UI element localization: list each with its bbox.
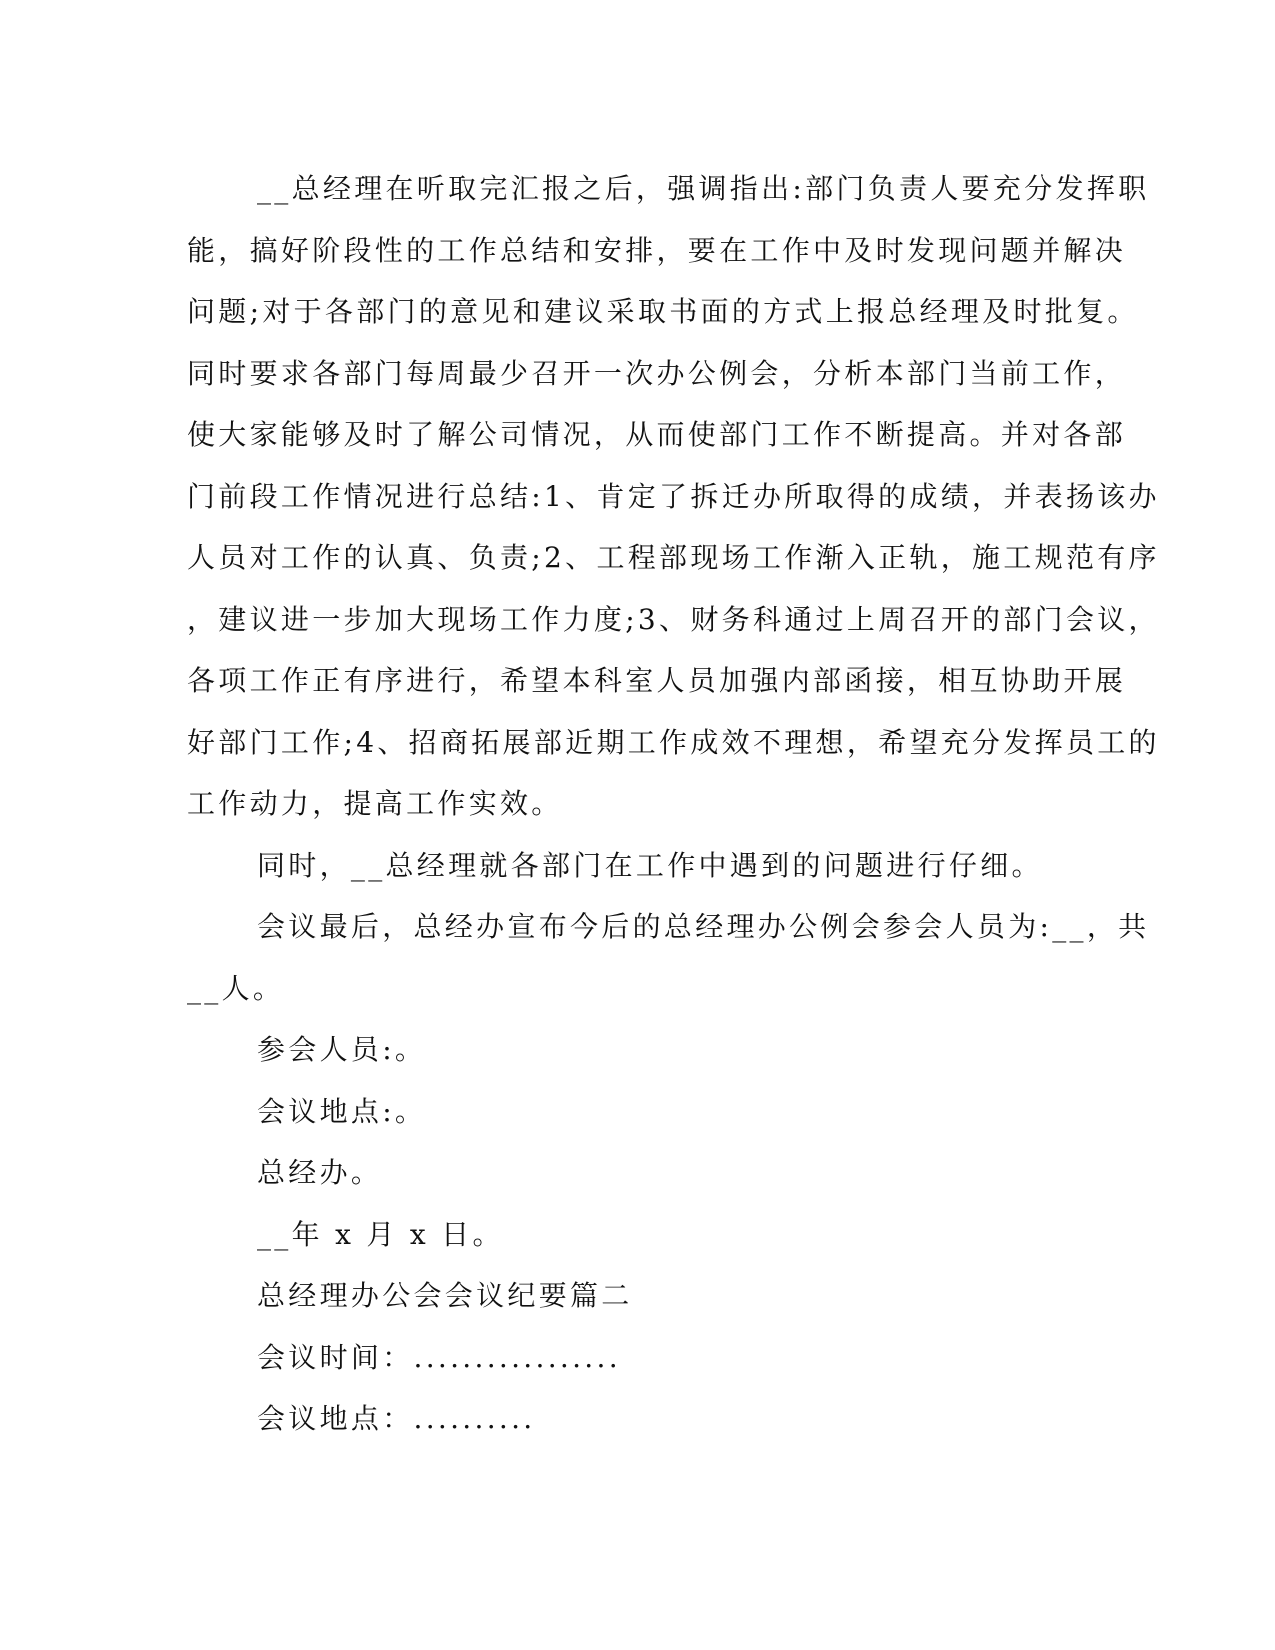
paragraph-line: ，建议进一步加大现场工作力度;3、财务科通过上周召开的部门会议，: [187, 602, 1160, 636]
paragraph-line: 能，搞好阶段性的工作总结和安排，要在工作中及时发现问题并解决: [187, 233, 1127, 267]
paragraph-line: 会议最后，总经办宣布今后的总经理办公例会参会人员为:__，共: [257, 910, 1150, 943]
office-line: 总经办。: [257, 1156, 383, 1189]
paragraph-line: 人员对工作的认真、负责;2、工程部现场工作渐入正轨，施工规范有序: [187, 541, 1160, 574]
paragraph-line: 门前段工作情况进行总结:1、肯定了拆迁办所取得的成绩，并表扬该办: [187, 479, 1160, 513]
paragraph-line: 问题;对于各部门的意见和建议采取书面的方式上报总经理及时批复。: [187, 295, 1139, 328]
section-title: 总经理办公会会议纪要篇二: [257, 1279, 633, 1312]
paragraph-line: 使大家能够及时了解公司情况，从而使部门工作不断提高。并对各部: [187, 418, 1127, 451]
meeting-time-line: 会议时间：.................: [257, 1340, 621, 1374]
paragraph-line: __总经理在听取完汇报之后，强调指出:部门负责人要充分发挥职: [257, 172, 1150, 205]
paragraph-line: __人。: [187, 971, 285, 1005]
document-body: [187, 158, 1160, 1450]
attendees-line: 参会人员:。: [257, 1033, 427, 1066]
paragraph-line: 同时，__总经理就各部门在工作中遇到的问题进行仔细。: [257, 848, 1043, 882]
paragraph-line: 好部门工作;4、招商拓展部近期工作成效不理想，希望充分发挥员工的: [187, 725, 1160, 759]
paragraph-line: 同时要求各部门每周最少召开一次办公例会，分析本部门当前工作，: [187, 356, 1127, 390]
paragraph-line: 工作动力，提高工作实效。: [187, 787, 563, 820]
paragraph-line: 各项工作正有序进行，希望本科室人员加强内部函接，相互协助开展: [187, 664, 1127, 697]
date-line: __年 x 月 x 日。: [257, 1217, 504, 1251]
meeting-location-line: 会议地点：..........: [257, 1402, 536, 1435]
location-line: 会议地点:。: [257, 1094, 427, 1128]
